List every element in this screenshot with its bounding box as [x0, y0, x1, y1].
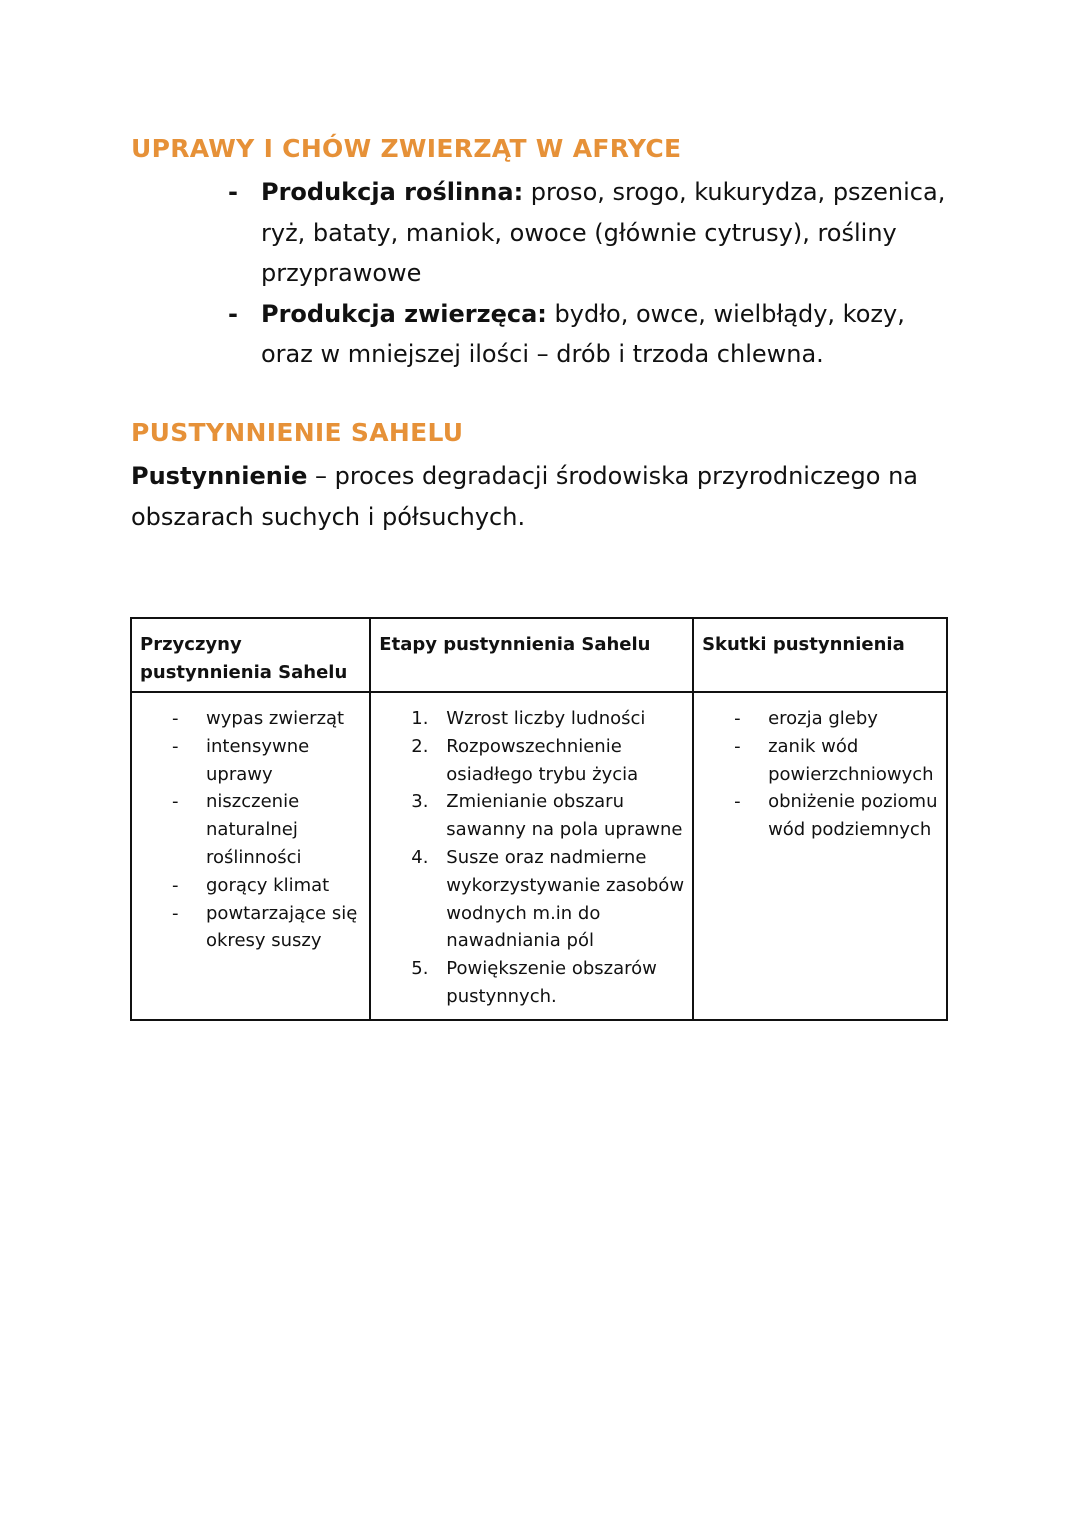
stage-number: 2.: [411, 735, 429, 757]
section-heading-crops-livestock: UPRAWY I CHÓW ZWIERZĄT W AFRYCE: [131, 134, 682, 163]
effects-list: [702, 705, 938, 844]
plant-production-label: Produkcja roślinna:: [261, 178, 524, 206]
cause-item: - niszczenie naturalnej roślinności: [140, 788, 361, 871]
stage-number: 1.: [411, 708, 429, 729]
stage-text: Rozpowszechnienie osiadłego trybu życia: [446, 735, 639, 785]
stages-list: [379, 705, 684, 1011]
definition-text: – proces degradacji środowiska przyrodniczego na obszarach suchych i półsuchych.: [131, 462, 918, 531]
definition-term: Pustynnienie: [131, 462, 308, 490]
stage-item: [379, 955, 684, 1011]
stage-item: [379, 788, 684, 844]
effects-cell: [693, 692, 947, 1020]
stages-cell: [370, 692, 693, 1020]
stage-text: Wzrost liczby ludności: [446, 708, 646, 729]
stage-text: Susze oraz nadmierne wykorzystywanie zasobów wodnych m.in do nawadniania pól: [446, 846, 685, 952]
plant-production-text: proso, srogo, kukurydza, pszenica, ryż, bataty, maniok, owoce (głównie cytrusy), rośliny przyprawowe: [261, 178, 946, 287]
stage-text: Zmienianie obszaru sawanny na pola uprawne: [446, 791, 683, 841]
cause-item: - intensywne uprawy: [140, 733, 361, 789]
stage-text: Powiększenie obszarów pustynnych.: [446, 958, 657, 1007]
production-list: [228, 172, 958, 375]
list-dash: -: [228, 299, 238, 328]
list-item-plant-production: [228, 172, 958, 294]
header-causes: Przyczyny pustynnienia Sahelu: [131, 618, 370, 692]
stage-number: 3.: [411, 791, 429, 813]
causes-cell: [131, 692, 370, 1020]
desertification-definition: [131, 456, 931, 538]
cause-item: - wypas zwierząt: [140, 705, 361, 733]
sahel-desertification-table: [130, 617, 948, 1021]
causes-list: [140, 705, 361, 955]
effect-item: - zanik wód powierzchniowych: [702, 733, 938, 789]
stage-number: 4.: [411, 846, 429, 868]
list-item-animal-production: [228, 294, 958, 375]
animal-production-label: Produkcja zwierzęca:: [261, 299, 547, 328]
list-dash: -: [228, 178, 238, 206]
stage-number: 5.: [411, 958, 429, 980]
stage-item: [379, 844, 684, 955]
table-row: [131, 692, 947, 1020]
header-effects: Skutki pustynnienia: [693, 618, 947, 692]
effect-item: - obniżenie poziomu wód podziemnych: [702, 788, 938, 844]
section-heading-desertification: PUSTYNNIENIE SAHELU: [131, 418, 464, 447]
effect-item: - erozja gleby: [702, 705, 938, 733]
header-stages: Etapy pustynnienia Sahelu: [370, 618, 693, 692]
animal-production-text: bydło, owce, wielbłądy, kozy, oraz w mniejszej ilości – drób i trzoda chlewna.: [261, 299, 905, 368]
cause-item: - powtarzające się okresy suszy: [140, 900, 361, 956]
cause-item: - gorący klimat: [140, 872, 361, 900]
table-header-row: [131, 618, 947, 692]
stage-item: [379, 705, 684, 733]
stage-item: [379, 733, 684, 789]
